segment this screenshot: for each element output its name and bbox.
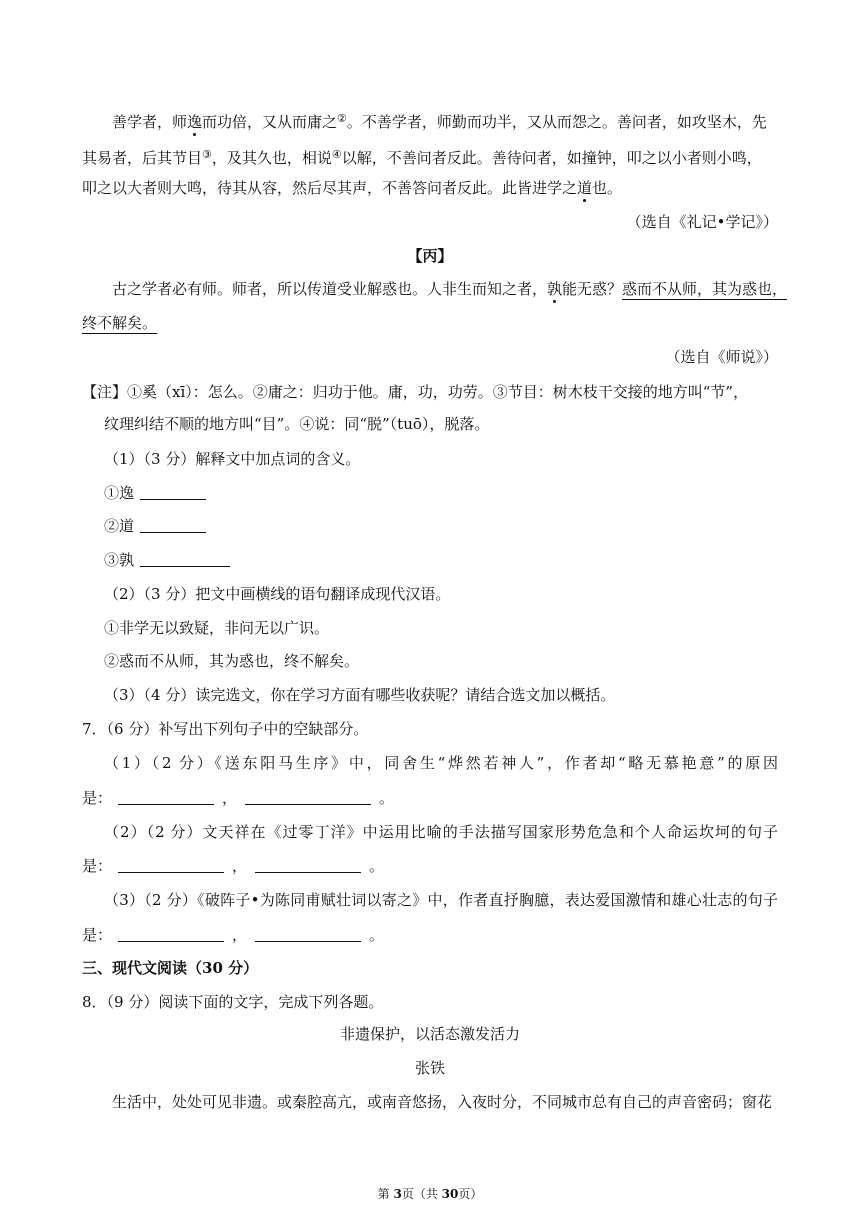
text: ，	[232, 926, 248, 944]
text: 也。	[592, 179, 623, 197]
question-8: 8．（9 分）阅读下面的文字，完成下列各题。	[82, 993, 384, 1011]
page-total: 30	[441, 1187, 459, 1201]
dotted-word: 逸	[187, 113, 203, 131]
question-7-1-line-1: （1）（2 分）《送东阳马生序》中，同舍生“烨然若神人”，作者却“略无慕艳意”的原因	[104, 754, 778, 772]
underlined-sentence: 终不解矣。	[82, 314, 158, 332]
page-number: 3	[393, 1187, 402, 1201]
question-3: （3）（4 分）读完选文，你在学习方面有哪些收获呢？请结合选文加以概括。	[104, 686, 616, 704]
text: 是：	[82, 789, 113, 807]
answer-blank[interactable]	[140, 552, 230, 567]
article-author: 张铁	[414, 1059, 445, 1077]
answer-blank[interactable]	[140, 485, 206, 500]
article-title: 非遗保护，以活态激发活力	[339, 1025, 520, 1043]
text: 叩之以大者则大鸣，待其从容，然后尽其声，不善答问者反此。此皆进学之	[82, 179, 578, 197]
text: 其易者，后其节目	[82, 149, 203, 167]
answer-blank[interactable]	[118, 927, 224, 942]
text: ③孰	[104, 551, 135, 569]
text: 。不善学者，师勤而功半，又从而怨之。善问者，如攻坚木，先	[346, 113, 767, 131]
question-2: （2）（3 分）把文中画横线的语句翻译成现代汉语。	[104, 585, 451, 603]
footnote-marker: ②	[337, 112, 347, 125]
footnote-marker: ③	[202, 148, 212, 161]
question-7-3-line-2	[82, 925, 782, 945]
text: ②道	[104, 517, 135, 535]
text: 。	[369, 857, 385, 875]
question-2-item-b: ②惑而不从师，其为惑也，终不解矣。	[104, 652, 360, 670]
footnote-marker: ④	[331, 148, 342, 161]
text: 页）	[458, 1187, 483, 1201]
text: 。	[379, 789, 395, 807]
question-7: 7．（6 分）补写出下列句子中的空缺部分。	[82, 720, 369, 738]
question-7-1-line-2	[82, 788, 782, 808]
dotted-word: 道	[577, 179, 593, 197]
text: ①逸	[104, 484, 135, 502]
text: 。	[369, 926, 385, 944]
text: 而功倍，又从而庸之	[202, 113, 338, 131]
question-7-2-line-1: （2）（2 分）文天祥在《过零丁洋》中运用比喻的手法描写国家形势危急和个人命运坎坷的句子	[104, 823, 778, 841]
text: 以解，不善问者反此。善待问者，如撞钟，叩之以小者则小鸣，	[341, 149, 762, 167]
answer-blank[interactable]	[255, 927, 361, 942]
passage-b-line-1	[112, 109, 812, 132]
question-1-item-b	[104, 516, 804, 536]
text: 能无惑？	[562, 280, 623, 298]
page-footer	[0, 1185, 860, 1202]
question-1-item-c	[104, 550, 804, 570]
source-citation-shishuo: （选自《师说》）	[665, 348, 778, 366]
text: ，	[232, 857, 248, 875]
text: 是：	[82, 926, 113, 944]
answer-blank[interactable]	[245, 790, 371, 805]
answer-blank[interactable]	[118, 790, 214, 805]
text: 善学者，师	[112, 113, 188, 131]
source-citation-liji: （选自《礼记•学记》）	[626, 213, 778, 231]
answer-blank[interactable]	[255, 858, 361, 873]
question-1-item-a	[104, 483, 804, 503]
text: 是：	[82, 857, 113, 875]
answer-blank[interactable]	[118, 858, 224, 873]
passage-b-line-3	[82, 178, 782, 198]
dotted-word: 孰	[547, 280, 563, 298]
text: ，及其久也，相说	[211, 149, 332, 167]
section-heading-bing: 【丙】	[407, 247, 453, 265]
passage-c-line-1	[112, 279, 812, 299]
question-2-item-a: ①非学无以致疑，非问无以广识。	[104, 619, 330, 637]
question-7-2-line-2	[82, 856, 782, 876]
notes-line-2: 纹理纠结不顺的地方叫“目”。④说：同“脱”（tuō），脱落。	[104, 415, 490, 433]
article-line-1: 生活中，处处可见非遗。或秦腔高亢，或南音悠扬，入夜时分，不同城市总有自己的声音密码；窗花	[112, 1093, 773, 1111]
underlined-sentence: 惑而不从师，其为惑也，	[622, 280, 788, 298]
text: 第	[377, 1187, 394, 1201]
answer-blank[interactable]	[140, 518, 206, 533]
question-1: （1）（3 分）解释文中加点词的含义。	[104, 450, 361, 468]
text: 古之学者必有师。师者，所以传道受业解惑也。人非生而知之者，	[112, 280, 548, 298]
section-3-heading: 三、现代文阅读（30 分）	[82, 959, 259, 977]
notes-line-1: 【注】①奚（xī）：怎么。②庸之：归功于他。庸，功，功劳。③节目：树木枝干交接的地方叫“节”，	[82, 383, 749, 401]
text: 页（共	[401, 1187, 442, 1201]
passage-b-line-2	[82, 145, 782, 168]
passage-c-line-2	[82, 313, 782, 333]
question-7-3-line-1: （3）（2 分）《破阵子•为陈同甫赋壮词以寄之》中，作者直抒胸臆，表达爱国激情和雄心壮志的句子	[104, 891, 778, 909]
text: ，	[222, 789, 238, 807]
